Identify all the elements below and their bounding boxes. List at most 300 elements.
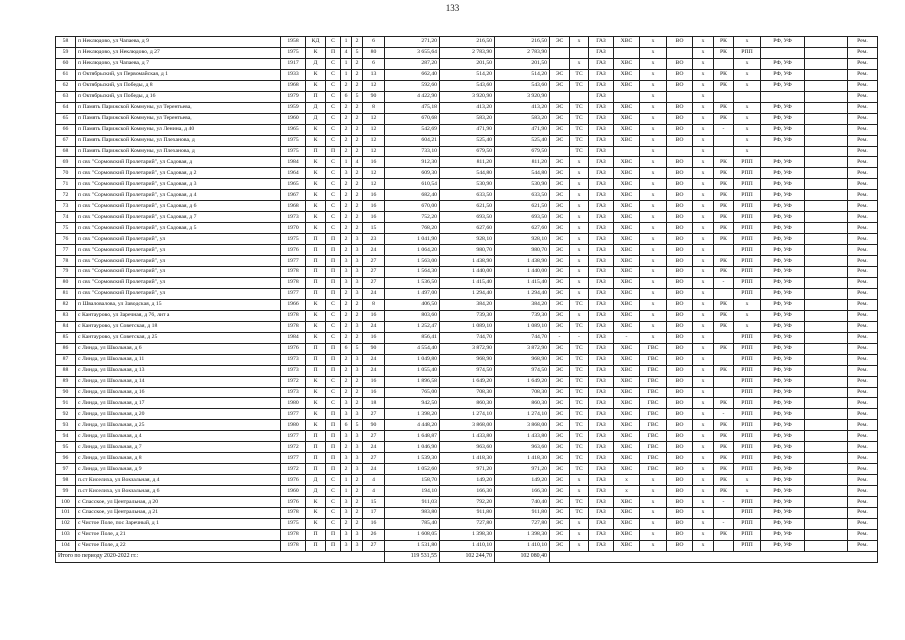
table-row (56, 69, 878, 80)
housing-register-table (55, 36, 878, 563)
cell-wall-material: К (306, 387, 326, 398)
cell-gas: ГАЗ (589, 256, 614, 267)
cell-area-total: 768,20 (385, 223, 440, 234)
cell-electricity: ЭС (550, 507, 570, 518)
cell-apartments: 27 (363, 453, 385, 464)
cell-wall-material: К (306, 507, 326, 518)
cell-electricity (550, 146, 570, 157)
cell-hot-water: х (640, 310, 667, 321)
cell-area-living: 1 294,40 (440, 288, 495, 299)
table-row (56, 179, 878, 190)
cell-area-total: 1 064,20 (385, 245, 440, 256)
cell-hot-water: х (640, 58, 667, 69)
cell-status: Рем. (848, 234, 878, 245)
cell-entrances: 6 (341, 343, 352, 354)
cell-repair-types: РФ, УФ (761, 299, 805, 310)
cell-note (805, 299, 848, 310)
cell-address: с Линда, ул Школьная, д 8 (76, 453, 281, 464)
cell-note (805, 540, 848, 551)
cell-area-living: 968,90 (440, 354, 495, 365)
cell-floor-type: С (326, 113, 341, 124)
cell-apartments: 15 (363, 497, 385, 508)
cell-note (805, 124, 848, 135)
cell-year-built: 1970 (281, 223, 306, 234)
cell-repair-types: РФ, УФ (761, 507, 805, 518)
cell-hot-water: ГВС (640, 387, 667, 398)
cell-area-residential: 1 438,90 (495, 256, 550, 267)
table-row (56, 190, 878, 201)
cell-repair-types: РФ, УФ (761, 376, 805, 387)
cell-address: п Октябрьский, ул Победы, д 16 (76, 91, 281, 102)
cell-floor-type: С (326, 69, 341, 80)
cell-floor-type: П (326, 442, 341, 453)
cell-hot-water: х (640, 179, 667, 190)
cell-year-built: 1977 (281, 453, 306, 464)
cell-floors: 3 (352, 277, 363, 288)
cell-repair-types: РФ, УФ (761, 540, 805, 551)
cell-status: Рем. (848, 245, 878, 256)
cell-apartments: 24 (363, 288, 385, 299)
cell-roof: РК (714, 47, 734, 58)
cell-floor-type: С (326, 398, 341, 409)
cell-roof: РК (714, 299, 734, 310)
cell-cold-water: ХВС (614, 212, 640, 223)
cell-electricity: ЭС (550, 179, 570, 190)
cell-gas: ГАЗ (589, 288, 614, 299)
cell-extra: х (693, 91, 714, 102)
cell-note (805, 80, 848, 91)
cell-extra: х (693, 343, 714, 354)
cell-heating: ТС (570, 321, 589, 332)
cell-year-built: 1980 (281, 420, 306, 431)
cell-sewerage: ВО (667, 310, 693, 321)
cell-area-living: 792,20 (440, 497, 495, 508)
cell-heating: х (570, 288, 589, 299)
cell-extra: х (693, 420, 714, 431)
cell-entrances: 2 (341, 201, 352, 212)
cell-wall-material: К (306, 398, 326, 409)
cell-area-residential: 2 783,90 (495, 47, 550, 58)
cell-facade: РПП (734, 267, 761, 278)
cell-facade: РПП (734, 179, 761, 190)
cell-cold-water: ХВС (614, 409, 640, 420)
cell-wall-material: К (306, 124, 326, 135)
cell-area-living: 3 920,90 (440, 91, 495, 102)
cell-gas: ГАЗ (589, 157, 614, 168)
cell-repair-types: РФ, УФ (761, 288, 805, 299)
cell-floor-type: П (326, 277, 341, 288)
cell-hot-water: ГВС (640, 376, 667, 387)
cell-repair-types: РФ, УФ (761, 365, 805, 376)
cell-row-number: 70 (56, 168, 76, 179)
cell-cold-water (614, 146, 640, 157)
cell-floors: 2 (352, 113, 363, 124)
cell-floors: 5 (352, 47, 363, 58)
cell-address: п свх "Сормовский Пролетарий", ул Садовая, д 2 (76, 168, 281, 179)
cell-electricity: ЭС (550, 464, 570, 475)
cell-gas: ГАЗ (589, 146, 614, 157)
cell-floor-type: С (326, 102, 341, 113)
cell-electricity: ЭС (550, 168, 570, 179)
cell-note (805, 223, 848, 234)
cell-year-built: 1972 (281, 442, 306, 453)
cell-row-number: 75 (56, 223, 76, 234)
cell-area-total: 1 608,05 (385, 529, 440, 540)
cell-area-living: 744,70 (440, 332, 495, 343)
cell-row-number: 90 (56, 387, 76, 398)
cell-floor-type: С (326, 387, 341, 398)
cell-hot-water: х (640, 37, 667, 48)
table-row (56, 332, 878, 343)
cell-address: п свх "Сормовский Пролетарий", ул Садовая, д 4 (76, 190, 281, 201)
cell-wall-material: К (306, 80, 326, 91)
cell-electricity: ЭС (550, 310, 570, 321)
cell-address: с Линда, ул Школьная, д 14 (76, 376, 281, 387)
table-row (56, 37, 878, 48)
table-row (56, 234, 878, 245)
cell-gas: ГАЗ (589, 190, 614, 201)
cell-cold-water: ХВС (614, 37, 640, 48)
cell-extra: х (693, 37, 714, 48)
cell-area-living: 471,90 (440, 124, 495, 135)
cell-area-living: 980,70 (440, 245, 495, 256)
cell-floor-type: П (326, 234, 341, 245)
cell-area-total: 3 655,64 (385, 47, 440, 58)
cell-apartments: 16 (363, 212, 385, 223)
cell-row-number: 99 (56, 486, 76, 497)
cell-roof: РК (714, 343, 734, 354)
cell-extra: х (693, 113, 714, 124)
cell-note (805, 507, 848, 518)
cell-wall-material: К (306, 212, 326, 223)
cell-wall-material: П (306, 442, 326, 453)
cell-roof: РК (714, 223, 734, 234)
cell-hot-water: х (640, 157, 667, 168)
cell-note (805, 420, 848, 431)
cell-wall-material: К (306, 168, 326, 179)
table-row (56, 486, 878, 497)
cell-cold-water (614, 47, 640, 58)
cell-note (805, 102, 848, 113)
cell-apartments: 16 (363, 332, 385, 343)
cell-year-built: 1973 (281, 387, 306, 398)
cell-roof: РК (714, 431, 734, 442)
cell-electricity: ЭС (550, 365, 570, 376)
total-label: Итого по периоду 2020-2022 гг.: (56, 551, 385, 562)
cell-sewerage: ВО (667, 212, 693, 223)
cell-entrances: 2 (341, 80, 352, 91)
cell-apartments: 90 (363, 91, 385, 102)
cell-area-living: 1 274,10 (440, 409, 495, 420)
cell-floor-type: С (326, 58, 341, 69)
cell-note (805, 453, 848, 464)
cell-heating: х (570, 58, 589, 69)
cell-roof: РК (714, 69, 734, 80)
cell-heating: х (570, 37, 589, 48)
cell-wall-material: К (306, 135, 326, 146)
cell-sewerage: ВО (667, 420, 693, 431)
cell-note (805, 409, 848, 420)
cell-cold-water: ХВС (614, 113, 640, 124)
cell-floors: 2 (352, 124, 363, 135)
cell-address: с Линда, ул Школьная, д 25 (76, 420, 281, 431)
cell-roof: - (714, 518, 734, 529)
cell-area-total: 983,80 (385, 507, 440, 518)
cell-facade: РПП (734, 442, 761, 453)
cell-address: п Неклюдово, ул Неклюдово, д 27 (76, 47, 281, 58)
cell-floors: 2 (352, 332, 363, 343)
table-row (56, 497, 878, 508)
cell-wall-material: П (306, 288, 326, 299)
cell-electricity: ЭС (550, 245, 570, 256)
cell-roof: РК (714, 486, 734, 497)
cell-gas: ГАЗ (589, 343, 614, 354)
cell-heating: ТС (570, 442, 589, 453)
cell-gas: ГАЗ (589, 332, 614, 343)
table-row (56, 431, 878, 442)
cell-cold-water: ХВС (614, 201, 640, 212)
cell-note (805, 277, 848, 288)
cell-roof (714, 387, 734, 398)
cell-status: Рем. (848, 80, 878, 91)
cell-hot-water: х (640, 299, 667, 310)
cell-cold-water: ХВС (614, 102, 640, 113)
cell-address: п свх "Сормовский Пролетарий", ул Садовая, д (76, 157, 281, 168)
cell-hot-water: х (640, 288, 667, 299)
cell-floors: 3 (352, 321, 363, 332)
cell-electricity: ЭС (550, 529, 570, 540)
cell-address: с Чистое Поле, д 21 (76, 529, 281, 540)
cell-wall-material: П (306, 91, 326, 102)
cell-facade: х (734, 69, 761, 80)
cell-gas: ГАЗ (589, 529, 614, 540)
cell-status: Рем. (848, 376, 878, 387)
cell-sewerage: ВО (667, 453, 693, 464)
cell-status: Рем. (848, 431, 878, 442)
cell-heating: х (570, 168, 589, 179)
cell-year-built: 1964 (281, 168, 306, 179)
cell-area-living: 1 398,30 (440, 529, 495, 540)
cell-extra: х (693, 256, 714, 267)
cell-floors: 4 (352, 157, 363, 168)
cell-facade: РПП (734, 398, 761, 409)
cell-area-living: 974,50 (440, 365, 495, 376)
cell-area-living: 911,80 (440, 507, 495, 518)
cell-cold-water: ХВС (614, 234, 640, 245)
cell-entrances: 2 (341, 212, 352, 223)
cell-cold-water: ХВС (614, 245, 640, 256)
cell-repair-types: РФ, УФ (761, 212, 805, 223)
cell-electricity: ЭС (550, 486, 570, 497)
cell-area-total: 1 046,90 (385, 442, 440, 453)
cell-gas: ГАЗ (589, 442, 614, 453)
cell-extra: х (693, 223, 714, 234)
cell-area-total: 803,60 (385, 310, 440, 321)
cell-floor-type: С (326, 190, 341, 201)
cell-apartments: 16 (363, 387, 385, 398)
cell-note (805, 47, 848, 58)
cell-entrances: 3 (341, 497, 352, 508)
cell-floor-type: П (326, 420, 341, 431)
cell-electricity: ЭС (550, 267, 570, 278)
cell-gas: ГАЗ (589, 212, 614, 223)
cell-cold-water: ХВС (614, 420, 640, 431)
cell-hot-water: х (640, 332, 667, 343)
cell-apartments: 16 (363, 376, 385, 387)
cell-extra: х (693, 310, 714, 321)
cell-electricity: ЭС (550, 420, 570, 431)
cell-area-living: 413,20 (440, 102, 495, 113)
cell-roof (714, 135, 734, 146)
cell-hot-water: х (640, 168, 667, 179)
cell-floors: 3 (352, 256, 363, 267)
cell-repair-types: РФ, УФ (761, 453, 805, 464)
cell-area-living: 1 440,00 (440, 267, 495, 278)
cell-floors: 3 (352, 529, 363, 540)
cell-row-number: 81 (56, 288, 76, 299)
cell-note (805, 58, 848, 69)
cell-year-built: 1968 (281, 201, 306, 212)
cell-repair-types: РФ, УФ (761, 135, 805, 146)
cell-sewerage: ВО (667, 518, 693, 529)
cell-entrances: 3 (341, 540, 352, 551)
cell-apartments: 24 (363, 442, 385, 453)
cell-cold-water: ХВС (614, 310, 640, 321)
cell-wall-material: П (306, 453, 326, 464)
cell-heating: ТС (570, 453, 589, 464)
cell-gas: ГАЗ (589, 540, 614, 551)
cell-area-residential: 543,60 (495, 80, 550, 91)
cell-heating: ТС (570, 431, 589, 442)
cell-area-residential: 530,90 (495, 179, 550, 190)
cell-area-total: 1 648,87 (385, 431, 440, 442)
cell-status: Рем. (848, 267, 878, 278)
cell-extra: х (693, 299, 714, 310)
cell-entrances: 2 (341, 332, 352, 343)
cell-extra: х (693, 288, 714, 299)
cell-status: Рем. (848, 58, 878, 69)
total-area-residential: 102 080,40 (495, 551, 550, 562)
cell-note (805, 442, 848, 453)
cell-cold-water: ХВС (614, 179, 640, 190)
cell-sewerage: ВО (667, 486, 693, 497)
cell-extra: х (693, 321, 714, 332)
cell-extra: х (693, 540, 714, 551)
cell-electricity: ЭС (550, 212, 570, 223)
cell-floors: 3 (352, 267, 363, 278)
cell-apartments: 27 (363, 267, 385, 278)
cell-year-built: 1977 (281, 431, 306, 442)
cell-sewerage: ВО (667, 354, 693, 365)
cell-status: Рем. (848, 409, 878, 420)
cell-gas: ГАЗ (589, 69, 614, 80)
cell-note (805, 190, 848, 201)
table-row (56, 223, 878, 234)
cell-apartments: 13 (363, 69, 385, 80)
cell-year-built: 1972 (281, 376, 306, 387)
cell-hot-water: х (640, 497, 667, 508)
cell-heating: х (570, 212, 589, 223)
cell-floor-type: С (326, 497, 341, 508)
cell-extra: х (693, 212, 714, 223)
cell-electricity: ЭС (550, 234, 570, 245)
cell-hot-water: х (640, 91, 667, 102)
cell-area-living: 216,50 (440, 37, 495, 48)
cell-repair-types: РФ, УФ (761, 256, 805, 267)
cell-hot-water: х (640, 518, 667, 529)
cell-hot-water: ГВС (640, 409, 667, 420)
cell-facade: х (734, 37, 761, 48)
cell-note (805, 179, 848, 190)
table-row (56, 113, 878, 124)
cell-hot-water: х (640, 47, 667, 58)
cell-gas: ГАЗ (589, 464, 614, 475)
cell-hot-water: х (640, 529, 667, 540)
cell-repair-types: РФ, УФ (761, 398, 805, 409)
cell-apartments: 17 (363, 507, 385, 518)
cell-electricity (550, 91, 570, 102)
cell-status: Рем. (848, 398, 878, 409)
cell-note (805, 431, 848, 442)
cell-repair-types: РФ, УФ (761, 157, 805, 168)
cell-roof (714, 376, 734, 387)
table-row (56, 267, 878, 278)
cell-entrances: 3 (341, 256, 352, 267)
cell-facade: РПП (734, 332, 761, 343)
cell-floors: 2 (352, 223, 363, 234)
cell-heating: ТС (570, 146, 589, 157)
cell-wall-material: К (306, 190, 326, 201)
cell-entrances: 3 (341, 529, 352, 540)
cell-heating: х (570, 267, 589, 278)
cell-note (805, 529, 848, 540)
cell-row-number: 93 (56, 420, 76, 431)
cell-sewerage (667, 146, 693, 157)
cell-note (805, 310, 848, 321)
cell-gas: ГАЗ (589, 234, 614, 245)
cell-entrances: 2 (341, 245, 352, 256)
cell-facade: РПП (734, 453, 761, 464)
cell-floor-type: С (326, 37, 341, 48)
cell-status: Рем. (848, 179, 878, 190)
cell-apartments: 8 (363, 102, 385, 113)
cell-address: с Линда, ул Школьная, д 20 (76, 409, 281, 420)
cell-electricity: ЭС (550, 398, 570, 409)
cell-address: п свх "Сормовский Пролетарий", ул (76, 267, 281, 278)
cell-repair-types (761, 91, 805, 102)
total-area-living: 102 244,70 (440, 551, 495, 562)
cell-hot-water: ГВС (640, 365, 667, 376)
cell-area-living: 1 410,10 (440, 540, 495, 551)
cell-area-residential: 525,40 (495, 135, 550, 146)
cell-row-number: 96 (56, 453, 76, 464)
table-row (56, 387, 878, 398)
cell-entrances: 1 (341, 475, 352, 486)
cell-row-number: 103 (56, 529, 76, 540)
cell-heating: ТС (570, 398, 589, 409)
cell-hot-water: х (640, 277, 667, 288)
cell-address: с Линда, ул Школьная, д 4 (76, 431, 281, 442)
cell-repair-types: РФ, УФ (761, 102, 805, 113)
cell-cold-water: - (614, 332, 640, 343)
cell-floors: 2 (352, 146, 363, 157)
cell-note (805, 486, 848, 497)
cell-cold-water: х (614, 486, 640, 497)
cell-area-residential: 860,30 (495, 398, 550, 409)
cell-wall-material: К (306, 201, 326, 212)
cell-sewerage: ВО (667, 464, 693, 475)
cell-floors: 5 (352, 343, 363, 354)
